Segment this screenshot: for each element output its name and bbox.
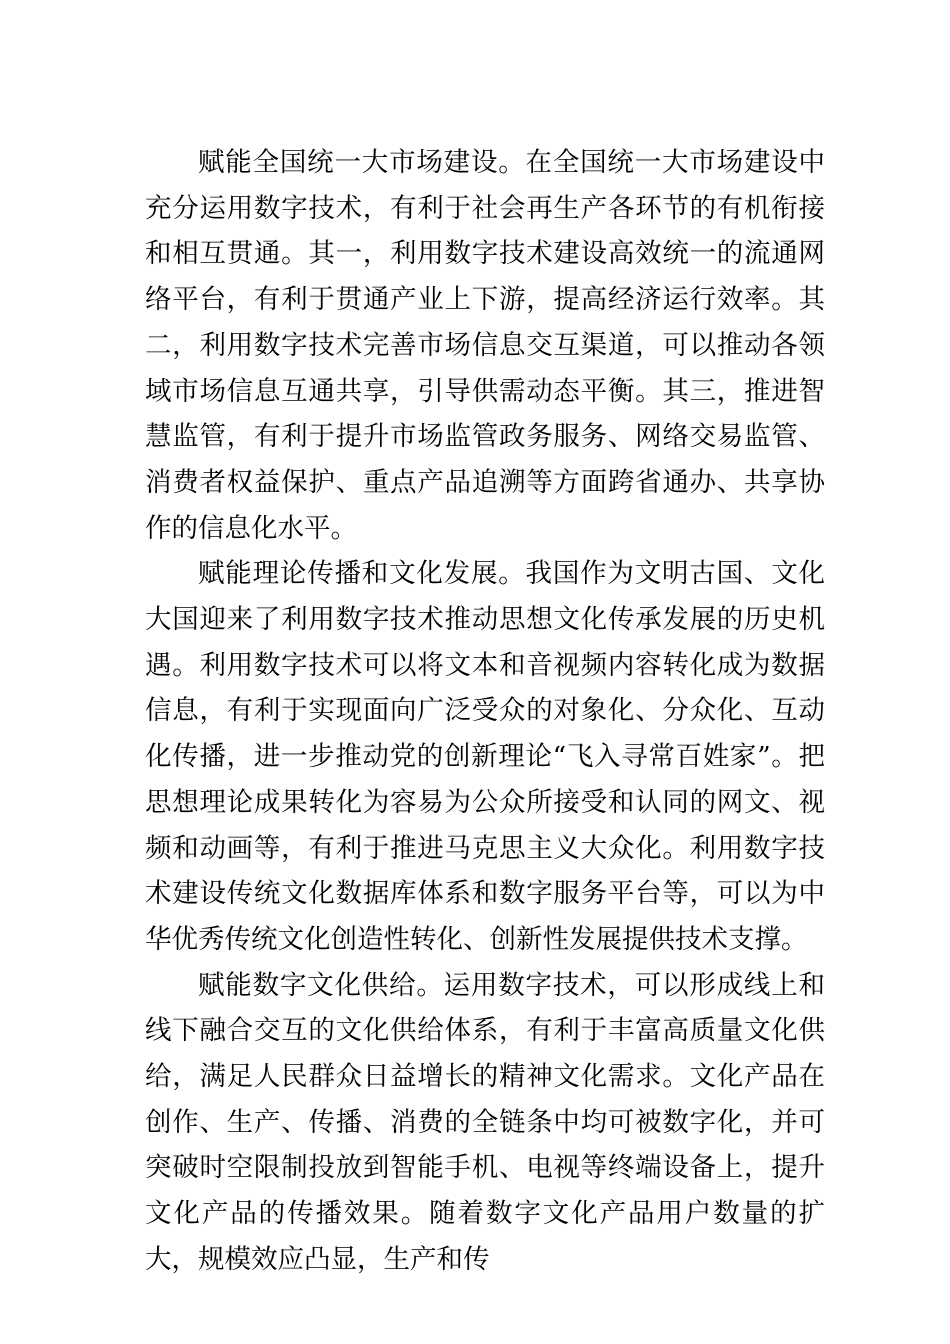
- paragraph-theory-culture: 赋能理论传播和文化发展。我国作为文明古国、文化大国迎来了利用数字技术推动思想文化传承发展的历史机遇。利用数字技术可以将文本和音视频内容转化成为数据信息，有利于实现面向广泛受众的对象化、分众化、互动化传播，进一步推动党的创新理论“飞入寻常百姓家”。把思想理论成果转化为容易为公众所接受和认同的网文、视频和动画等，有利于推进马克思主义大众化。利用数字技术建设传统文化数据库体系和数字服务平台等，可以为中华优秀传统文化创造性转化、创新性发展提供技术支撑。: [145, 558, 825, 955]
- paragraph-unified-market: 赋能全国统一大市场建设。在全国统一大市场建设中充分运用数字技术，有利于社会再生产各环节的有机衔接和相互贯通。其一，利用数字技术建设高效统一的流通网络平台，有利于贯通产业上下游，提高经济运行效率。其二，利用数字技术完善市场信息交互渠道，可以推动各领域市场信息互通共享，引导供需动态平衡。其三，推进智慧监管，有利于提升市场监管政务服务、网络交易监管、消费者权益保护、重点产品追溯等方面跨省通办、共享协作的信息化水平。: [145, 147, 825, 544]
- document-body: [145, 140, 825, 1283]
- paragraph-digital-culture-supply: 赋能数字文化供给。运用数字技术，可以形成线上和线下融合交互的文化供给体系，有利于丰富高质量文化供给，满足人民群众日益增长的精神文化需求。文化产品在创作、生产、传播、消费的全链条中均可被数字化，并可突破时空限制投放到智能手机、电视等终端设备上，提升文化产品的传播效果。随着数字文化产品用户数量的扩大，规模效应凸显，生产和传: [145, 969, 825, 1275]
